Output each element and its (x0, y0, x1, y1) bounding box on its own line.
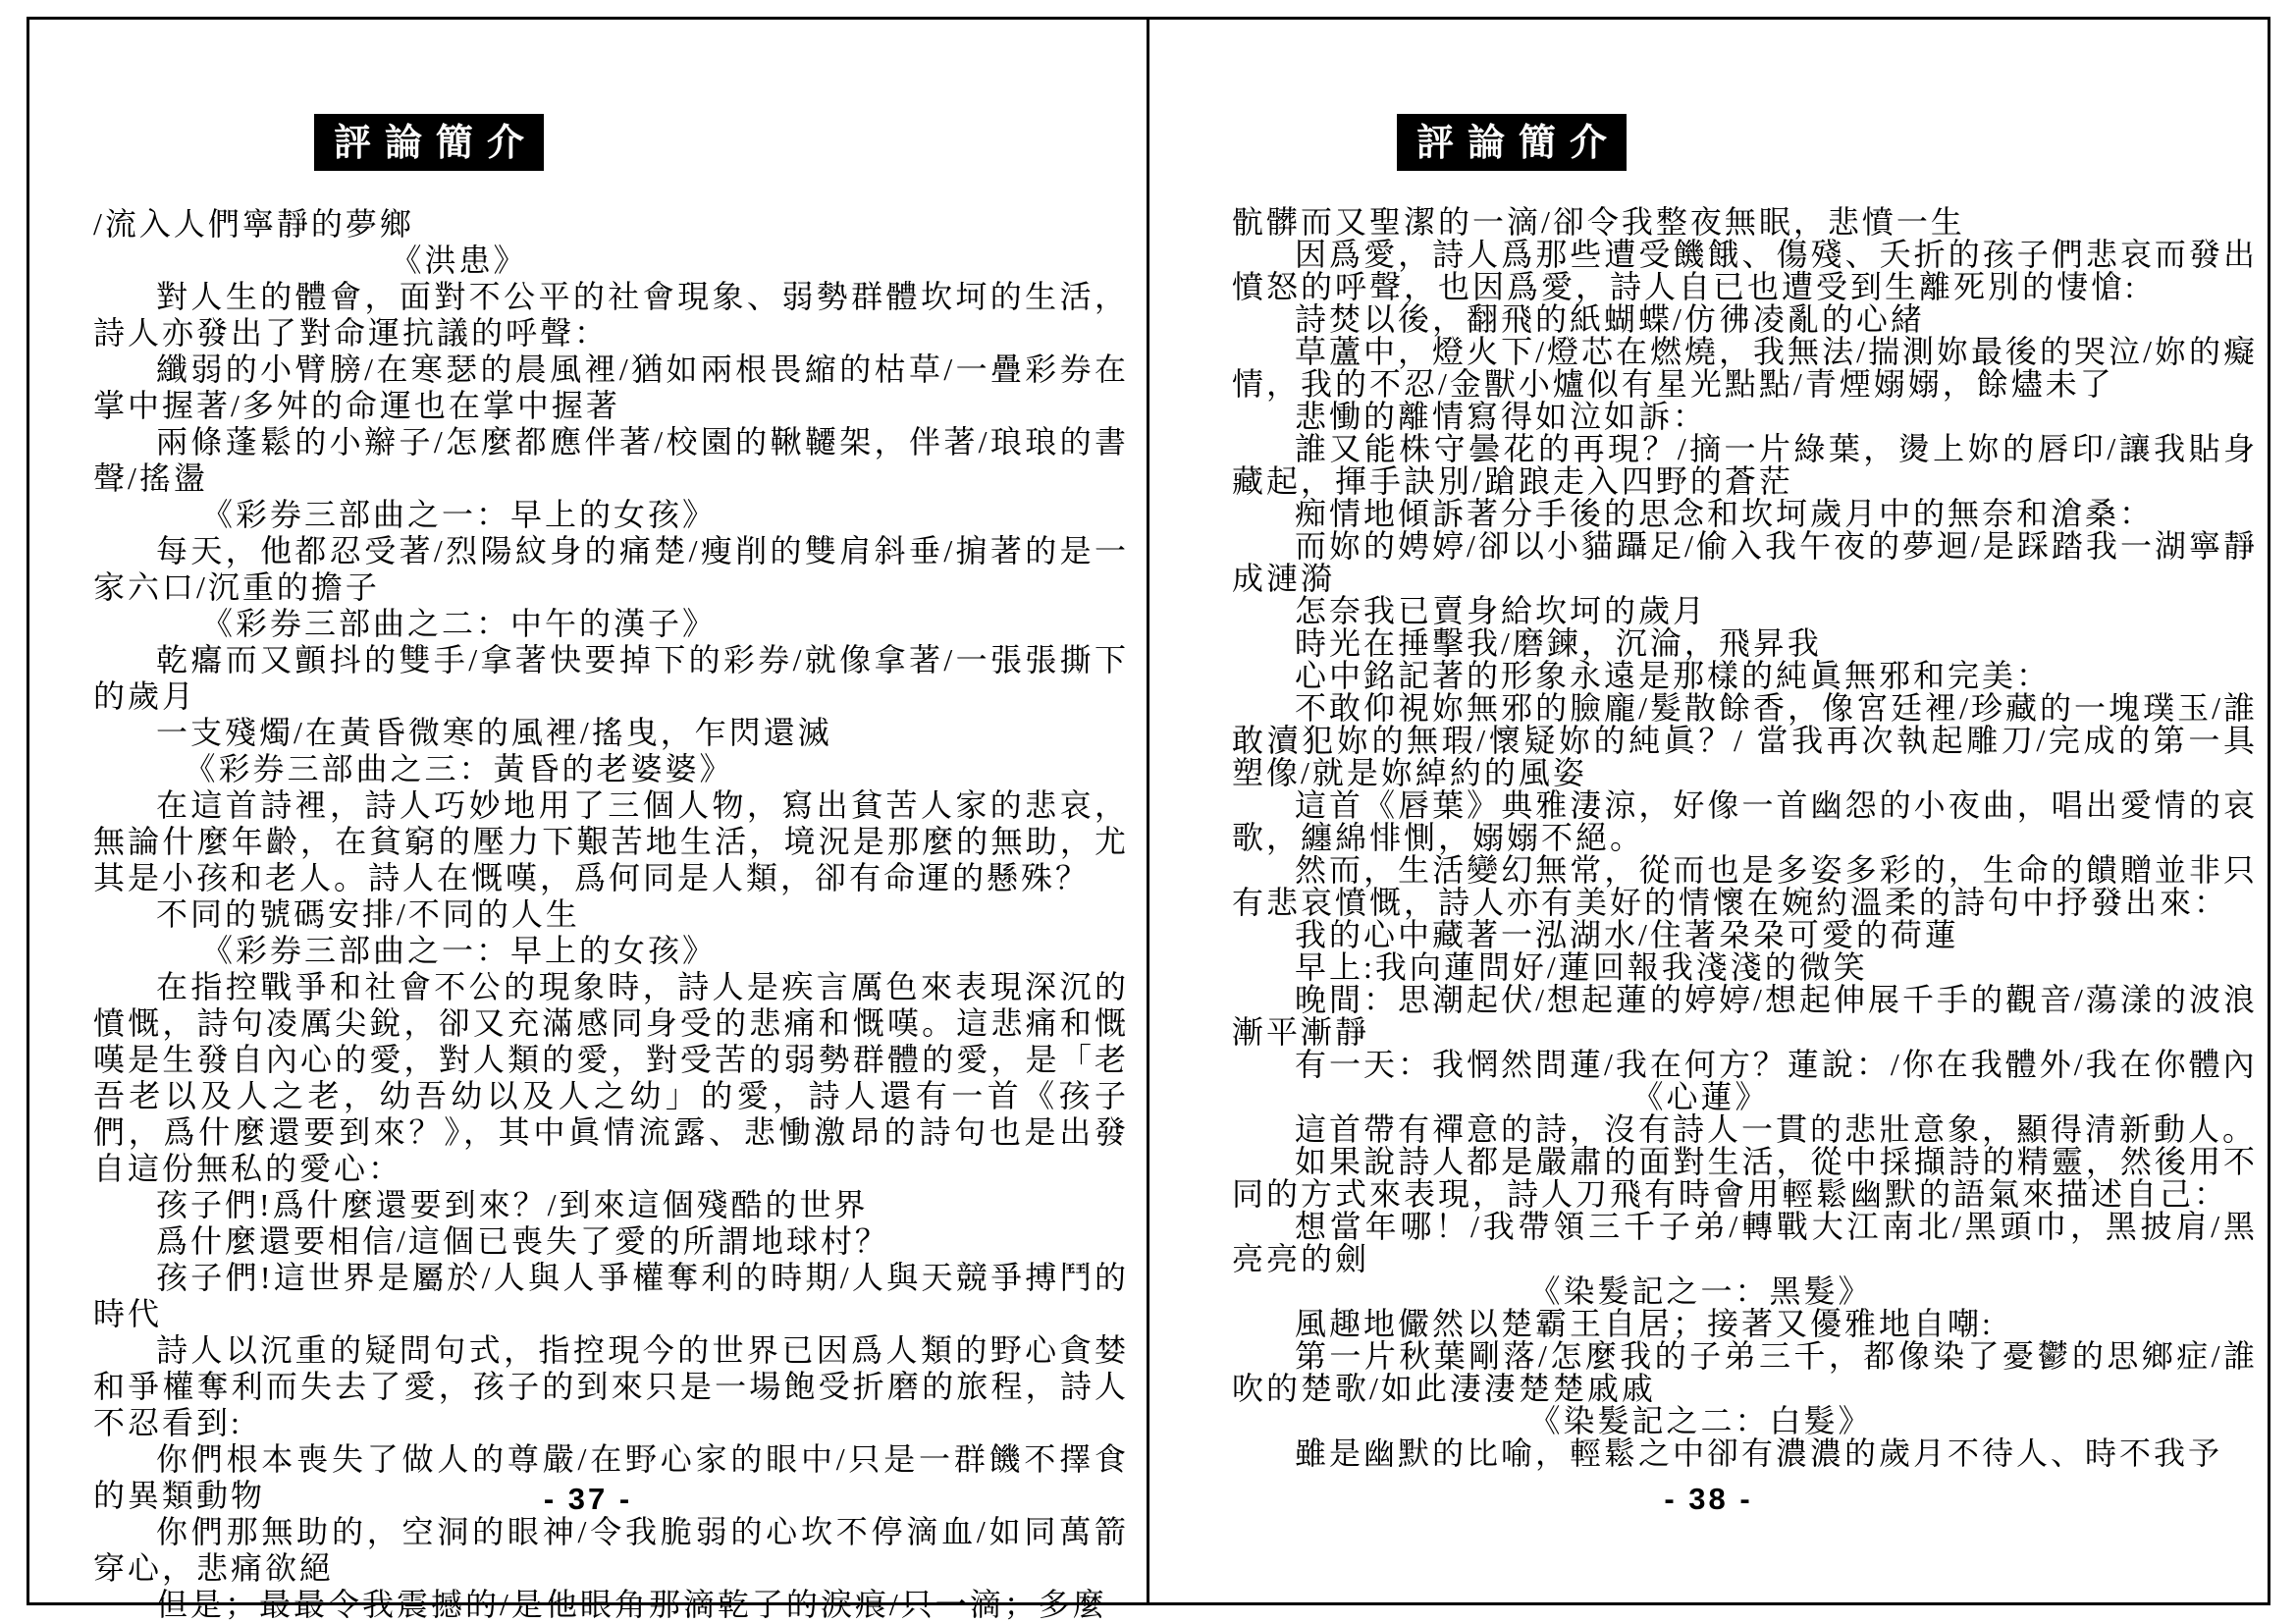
paragraph: 痴情地傾訴著分手後的思念和坎坷歲月中的無奈和滄桑： (1295, 496, 2155, 531)
poem-title-heading: 《彩券三部曲之一：早上的女孩》 (200, 933, 717, 968)
paragraph: /流入人們寧靜的夢鄉 (93, 206, 414, 242)
poem-title-heading: 《染髮記之二：白髮》 (1528, 1403, 1873, 1438)
paragraph: 兩條蓬鬆的小辮子/怎麼都應伴著/校園的鞦韆架，伴著/琅琅的書聲/搖盪 (93, 424, 1129, 496)
paragraph: 在這首詩裡，詩人巧妙地用了三個人物，寫出貧苦人家的悲哀，無論什麼年齡，在貧窮的壓力下艱苦地生活，境況是那麼的無助，尤其是小孩和老人。詩人在慨嘆，爲何同是人類，卻有命運的懸殊？ (93, 787, 1129, 895)
paragraph: 每天，他都忍受著/烈陽紋身的痛楚/瘦削的雙肩斜垂/掮著的是一家六口/沉重的擔子 (93, 533, 1129, 605)
poem-title-heading: 《染髮記之一：黑髮》 (1528, 1273, 1873, 1309)
paragraph: 詩焚以後，翻飛的紙蝴蝶/仿彿凌亂的心緒 (1295, 301, 1925, 337)
paragraph: 草蘆中，燈火下/燈芯在燃燒，我無法/揣測妳最後的哭泣/妳的癡情，我的不忍/金獸小爐似有星光點點/青煙嫋嫋，餘燼未了 (1232, 334, 2258, 402)
paragraph: 時光在捶擊我/磨鍊，沉淪，飛昇我 (1295, 625, 1822, 661)
poem-title-heading: 《彩券三部曲之三：黃昏的老婆婆》 (184, 751, 734, 786)
section-header-badge-right: 評論簡介 (1397, 114, 1627, 171)
paragraph: 你們那無助的，空洞的眼神/令我脆弱的心坎不停滴血/如同萬箭穿心，悲痛欲絕 (93, 1514, 1129, 1586)
page-38 (1149, 17, 2268, 1602)
paragraph: 怎奈我已賣身給坎坷的歲月 (1295, 593, 1708, 628)
poem-title-heading: 《彩券三部曲之一：早上的女孩》 (200, 497, 717, 532)
paragraph: 誰又能株守曇花的再現？/摘一片綠葉，燙上妳的唇印/讓我貼身藏起，揮手訣別/蹌踉走入四野的蒼茫 (1232, 431, 2258, 499)
paragraph: 乾癟而又顫抖的雙手/拿著快要掉下的彩券/就像拿著/一張張撕下的歲月 (93, 642, 1129, 714)
paragraph: 不敢仰視妳無邪的臉龐/髮散餘香，像宮廷裡/珍藏的一塊璞玉/誰敢瀆犯妳的無瑕/懷疑妳的純眞？/ 當我再次執起雕刀/完成的第一具塑像/就是妳綽約的風姿 (1232, 690, 2258, 790)
paragraph: 想當年哪！/我帶領三千子弟/轉戰大江南北/黑頭巾，黑披肩/黑亮亮的劍 (1232, 1209, 2258, 1276)
paragraph: 風趣地儼然以楚霸王自居；接著又優雅地自嘲: (1295, 1306, 1994, 1341)
page-number-37: - 37 - (543, 1482, 633, 1516)
paragraph: 詩人以沉重的疑問句式，指控現今的世界已因爲人類的野心貪婪和爭權奪利而失去了愛，孩子的到來只是一場飽受折磨的旅程，詩人不忍看到: (93, 1332, 1129, 1440)
paragraph: 纖弱的小臂膀/在寒瑟的晨風裡/猶如兩根畏縮的枯草/一疊彩券在掌中握著/多舛的命運也在掌中握著 (93, 352, 1129, 423)
paragraph: 悲慟的離情寫得如泣如訴： (1295, 399, 1708, 434)
paragraph: 孩子們!這世界是屬於/人與人爭權奪利的時期/人與天競爭搏鬥的時代 (93, 1260, 1129, 1331)
poem-title-heading: 《心蓮》 (1631, 1079, 1770, 1114)
page-number-38: - 38 - (1664, 1482, 1753, 1516)
paragraph: 早上:我向蓮問好/蓮回報我淺淺的微笑 (1295, 949, 1868, 985)
paragraph: 這首《唇葉》典雅淒涼，好像一首幽怨的小夜曲，唱出愛情的哀歌，纏綿悱惻，嫋嫋不絕。 (1232, 787, 2258, 855)
paragraph: 這首帶有禪意的詩，沒有詩人一貫的悲壯意象，顯得清新動人。 (1295, 1111, 2258, 1147)
paragraph: 第一片秋葉剛落/怎麼我的子弟三千，都像染了憂鬱的思鄉症/誰吹的楚歌/如此淒淒楚楚戚戚 (1232, 1338, 2258, 1406)
paragraph: 晚間：思潮起伏/想起蓮的婷婷/想起伸展千手的觀音/蕩漾的波浪漸平漸靜 (1232, 982, 2258, 1050)
paragraph: 有一天：我惘然問蓮/我在何方？蓮說：/你在我體外/我在你體內 (1295, 1047, 2258, 1082)
poem-title-heading: 《彩券三部曲之二：中午的漢子》 (200, 606, 717, 641)
paragraph: 一支殘燭/在黃昏微寒的風裡/搖曳，乍閃還滅 (156, 715, 832, 750)
paragraph: 雖是幽默的比喻，輕鬆之中卻有濃濃的歲月不待人、時不我予 (1295, 1435, 2223, 1471)
paragraph: 我的心中藏著一泓湖水/住著朶朶可愛的荷蓮 (1295, 917, 1959, 952)
paragraph: 心中銘記著的形象永遠是那樣的純眞無邪和完美： (1295, 658, 2052, 693)
page-38-text (1232, 204, 2258, 1471)
paragraph: 如果說詩人都是嚴肅的面對生活，從中採擷詩的精靈，然後用不同的方式來表現，詩人刀飛有時會用輕鬆幽默的語氣來描述自己： (1232, 1144, 2258, 1212)
paragraph: 而妳的娉婷/卻以小貓躡足/偷入我午夜的夢迴/是踩踏我一湖寧靜成漣漪 (1232, 528, 2258, 596)
paragraph: 對人生的體會，面對不公平的社會現象、弱勢群體坎坷的生活，詩人亦發出了對命運抗議的呼聲： (93, 279, 1129, 351)
poem-title-heading: 《洪患》 (390, 243, 528, 278)
paragraph: 爲什麼還要相信/這個已喪失了愛的所謂地球村？ (156, 1223, 889, 1259)
section-header-badge-left: 評論簡介 (314, 114, 544, 171)
paragraph: 骯髒而又聖潔的一滴/卻令我整夜無眠，悲憤一生 (1232, 204, 1965, 240)
paragraph: 你們根本喪失了做人的尊嚴/在野心家的眼中/只是一群饑不擇食的異類動物 (93, 1441, 1129, 1513)
paragraph: 在指控戰爭和社會不公的現象時，詩人是疾言厲色來表現深沉的憤慨，詩句凌厲尖銳，卻又充滿感同身受的悲痛和慨嘆。這悲痛和慨嘆是生發自內心的愛，對人類的愛，對受苦的弱勢群體的愛，是「老吾老以及人之老，幼吾幼以及人之幼」的愛，詩人還有一首《孩子們，爲什麼還要到來？》，其中眞情流露、悲慟激昂的詩句也是出發自這份無私的愛心： (93, 969, 1129, 1186)
page-37 (29, 17, 1147, 1622)
paragraph: 因爲愛，詩人爲那些遭受饑餓、傷殘、夭折的孩子們悲哀而發出憤怒的呼聲，也因爲愛，詩人自已也遭受到生離死別的悽愴: (1232, 237, 2258, 304)
paragraph: 不同的號碼安排/不同的人生 (156, 896, 580, 932)
paragraph: 然而，生活變幻無常，從而也是多姿多彩的，生命的饋贈並非只有悲哀憤慨，詩人亦有美好的情懷在婉約溫柔的詩句中抒發出來： (1232, 852, 2258, 920)
paragraph: 孩子們!爲什麼還要到來？/到來這個殘酷的世界 (156, 1187, 869, 1222)
paragraph: 但是；最最令我震撼的/是他眼角那滴乾了的淚痕/只一滴；多麼 (156, 1587, 1107, 1622)
